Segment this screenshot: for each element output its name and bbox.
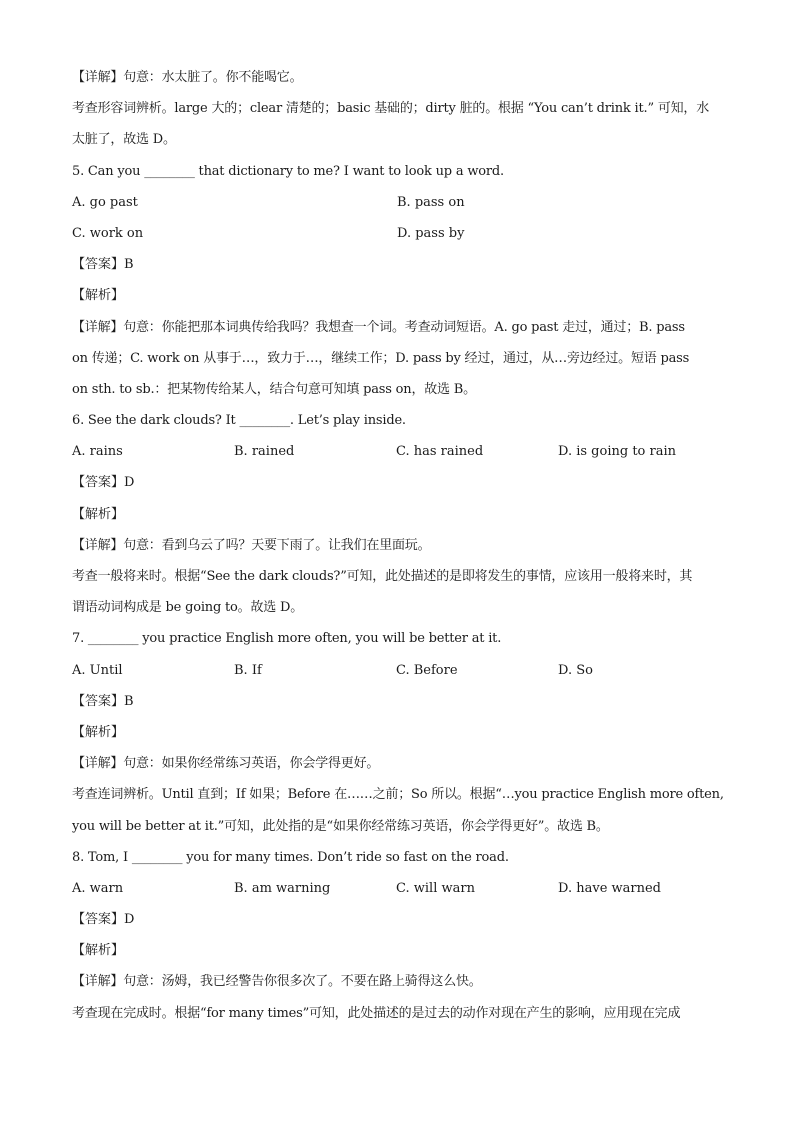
option-c: C. will warn [396, 880, 475, 896]
option-c: C. work on [72, 225, 144, 241]
options-row [72, 873, 722, 904]
option-a: A. rains [72, 444, 123, 460]
explanation-line: on sth. to sb.：把某物传给某人，结合句意可知填 pass on，故选 B。 [72, 381, 476, 397]
options-row [72, 218, 722, 249]
explanation-line: 【详解】句意：水太脏了。你不能喝它。 [72, 70, 303, 85]
option-d: D. is going to rain [558, 444, 676, 460]
question-7: 7. ________ you practice English more often, you will be better at it. [72, 631, 502, 647]
explanation-line: 【详解】句意：如果你经常练习英语，你会学得更好。 [72, 756, 380, 772]
explanation-line: on 传递；C. work on 从事于…，致力于…，继续工作；D. pass by 经过，通过，从…旁边经过。短语 pass [72, 350, 690, 366]
options-row [72, 436, 722, 467]
option-b: B. rained [234, 444, 295, 460]
options-row [72, 187, 722, 218]
explanation-line: 考查现在完成时。根据“for many times”可知，此处描述的是过去的动作对现在产生的影响，应用现在完成 [72, 1005, 681, 1021]
question-8: 8. Tom, I ________ you for many times. Don’t ride so fast on the road. [72, 849, 509, 865]
explanation-line: 【详解】句意：你能把那本词典传给我吗？我想查一个词。考查动词短语。A. go past 走过，通过；B. pass [72, 319, 685, 335]
analysis-label: 【解析】 [72, 506, 125, 522]
option-a: A. warn [72, 880, 124, 896]
answer-label: 【答案】B [72, 257, 134, 273]
analysis-label: 【解析】 [72, 288, 125, 304]
answer-label: 【答案】B [72, 693, 134, 709]
answer-label: 【答案】D [72, 912, 135, 928]
question-5: 5. Can you ________ that dictionary to me? I want to look up a word. [72, 163, 504, 179]
explanation-line: 谓语动词构成是 be going to。故选 D。 [72, 600, 304, 616]
option-d: D. have warned [558, 880, 661, 896]
option-a: A. Until [72, 662, 123, 678]
explanation-line: you will be better at it.”可知，此处指的是“如果你经常练习英语，你会学得更好”。故选 B。 [72, 818, 609, 834]
explanation-line: 【详解】句意：汤姆，我已经警告你很多次了。不要在路上骑得这么快。 [72, 974, 482, 990]
explanation-line: 考查一般将来时。根据“See the dark clouds?”可知，此处描述的是即将发生的事情，应该用一般将来时，其 [72, 569, 693, 584]
explanation-line: 考查形容词辨析。large 大的；clear 清楚的；basic 基础的；dirty 脏的。根据 “You can’t drink it.” 可知，水 [72, 101, 710, 117]
explanation-line: 太脏了，故选 D。 [72, 132, 176, 148]
option-b: B. If [234, 662, 262, 678]
option-a: A. go past [72, 194, 138, 210]
explanation-line: 【详解】句意：看到乌云了吗？天要下雨了。让我们在里面玩。 [72, 537, 431, 553]
explanation-line: 考查连词辨析。Until 直到；If 如果；Before 在……之前；So 所以。根据“…you practice English more often, [72, 787, 724, 803]
analysis-label: 【解析】 [72, 943, 125, 959]
document-page [72, 62, 722, 1029]
question-6: 6. See the dark clouds? It ________. Let’s play inside. [72, 413, 406, 429]
option-d: D. So [558, 662, 593, 678]
option-c: C. Before [396, 662, 458, 678]
options-row [72, 655, 722, 686]
option-b: B. pass on [397, 194, 465, 210]
option-c: C. has rained [396, 444, 484, 460]
analysis-label: 【解析】 [72, 724, 125, 740]
option-d: D. pass by [397, 225, 465, 241]
option-b: B. am warning [234, 880, 331, 896]
answer-label: 【答案】D [72, 475, 135, 491]
